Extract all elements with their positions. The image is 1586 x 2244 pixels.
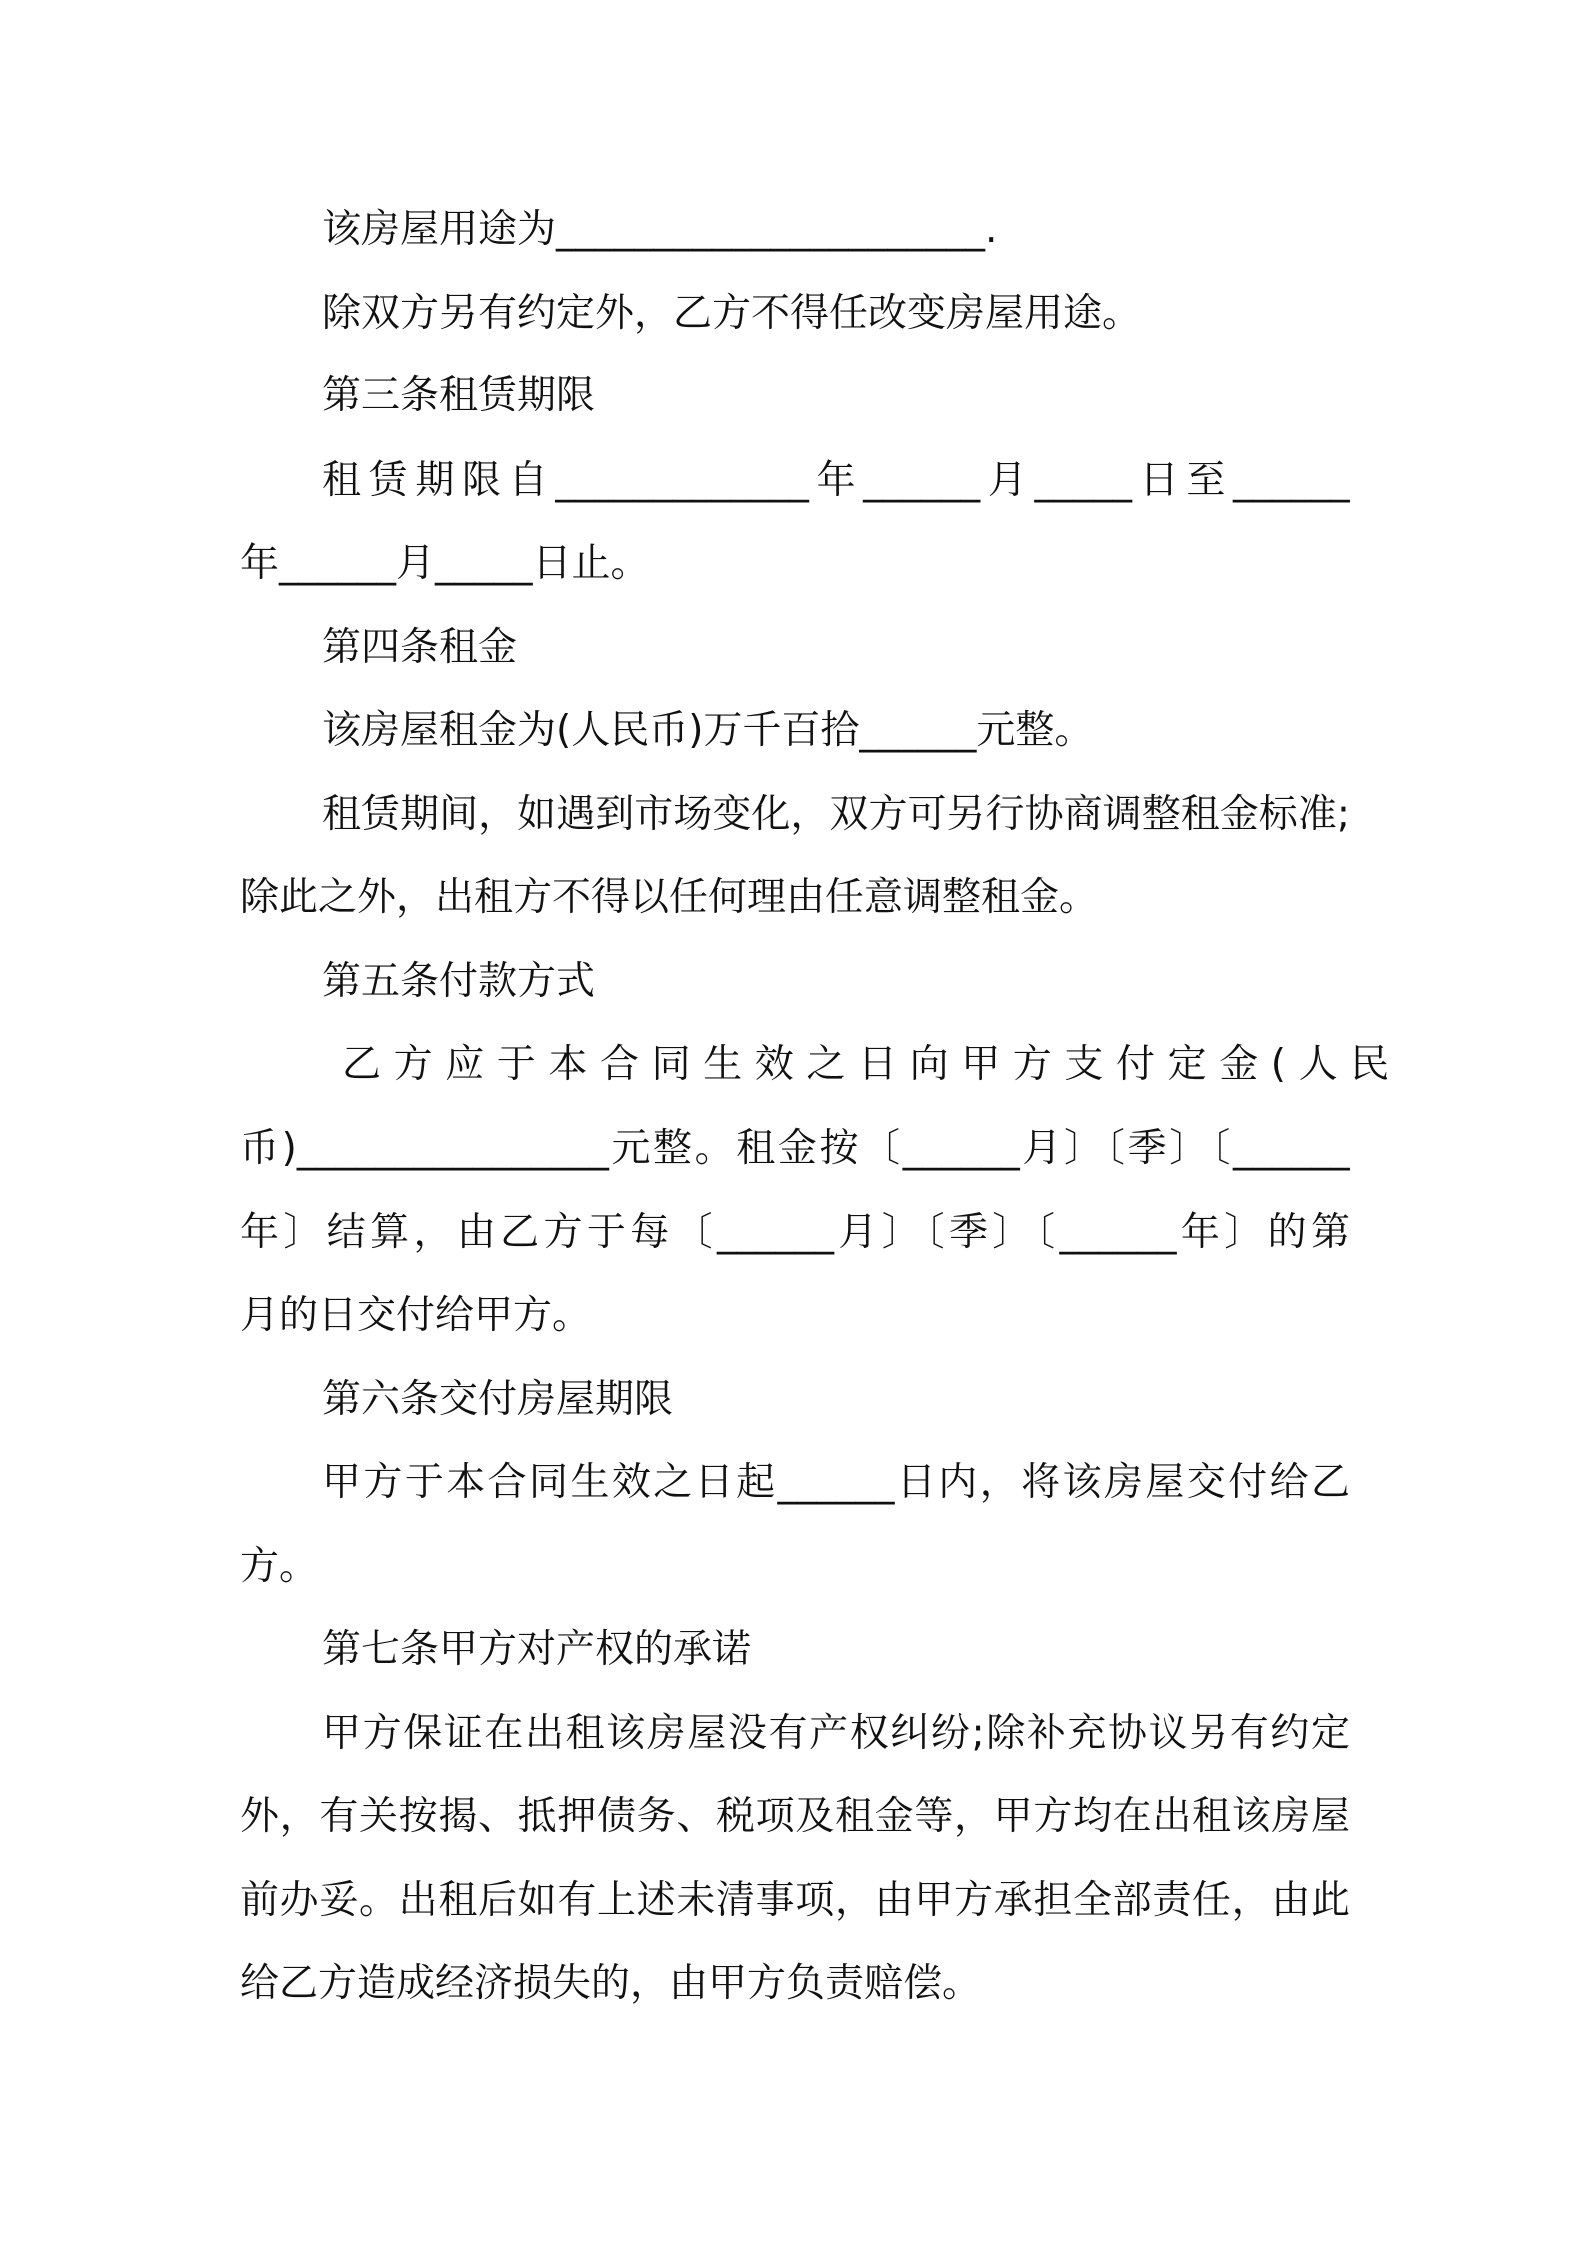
article-6-heading: 第六条交付房屋期限: [322, 1377, 674, 1422]
article-5-heading: 第五条付款方式: [322, 959, 596, 1004]
ownership-line-2: 外，有关按揭、抵押债务、税项及租金等，甲方均在出租该房屋: [240, 1794, 1350, 1839]
article-3-heading: 第三条租赁期限: [322, 373, 596, 418]
rent-adjust-line-1: 租赁期间，如遇到市场变化，双方可另行协商调整租金标准;: [322, 792, 1350, 837]
article-4-heading: 第四条租金: [322, 625, 518, 670]
article-7-heading: 第七条甲方对产权的承诺: [322, 1627, 752, 1672]
usage-restriction-line: 除双方另有约定外，乙方不得任改变房屋用途。: [322, 291, 1142, 336]
rent-amount-line: 该房屋租金为(人民币)万千百拾______元整。: [322, 708, 1094, 753]
usage-line: 该房屋用途为______________________.: [322, 207, 998, 252]
ownership-line-1: 甲方保证在出租该房屋没有产权纠纷;除补充协议另有约定: [322, 1711, 1350, 1756]
rent-adjust-line-2: 除此之外，出租方不得以任何理由任意调整租金。: [240, 875, 1099, 920]
delivery-line-1: 甲方于本合同生效之日起______日内，将该房屋交付给乙: [322, 1460, 1350, 1505]
payment-line-4: 月的日交付给甲方。: [240, 1293, 592, 1338]
payment-line-1: 乙方应于本合同生效之日向甲方支付定金(人民: [342, 1042, 1402, 1087]
payment-line-2: 币)________________元整。租金按〔______月〕〔季〕〔______: [240, 1126, 1350, 1171]
ownership-line-3: 前办妥。出租后如有上述未清事项，由甲方承担全部责任，由此: [240, 1878, 1350, 1923]
ownership-line-4: 给乙方造成经济损失的，由甲方负责赔偿。: [240, 1961, 982, 2006]
lease-term-line-1: 租赁期限自_____________年______月_____日至______: [322, 458, 1350, 503]
payment-line-3: 年〕结算，由乙方于每〔______月〕〔季〕〔______年〕的第: [240, 1210, 1350, 1255]
lease-term-line-2: 年______月_____日止。: [240, 541, 650, 586]
delivery-line-2: 方。: [240, 1544, 319, 1589]
